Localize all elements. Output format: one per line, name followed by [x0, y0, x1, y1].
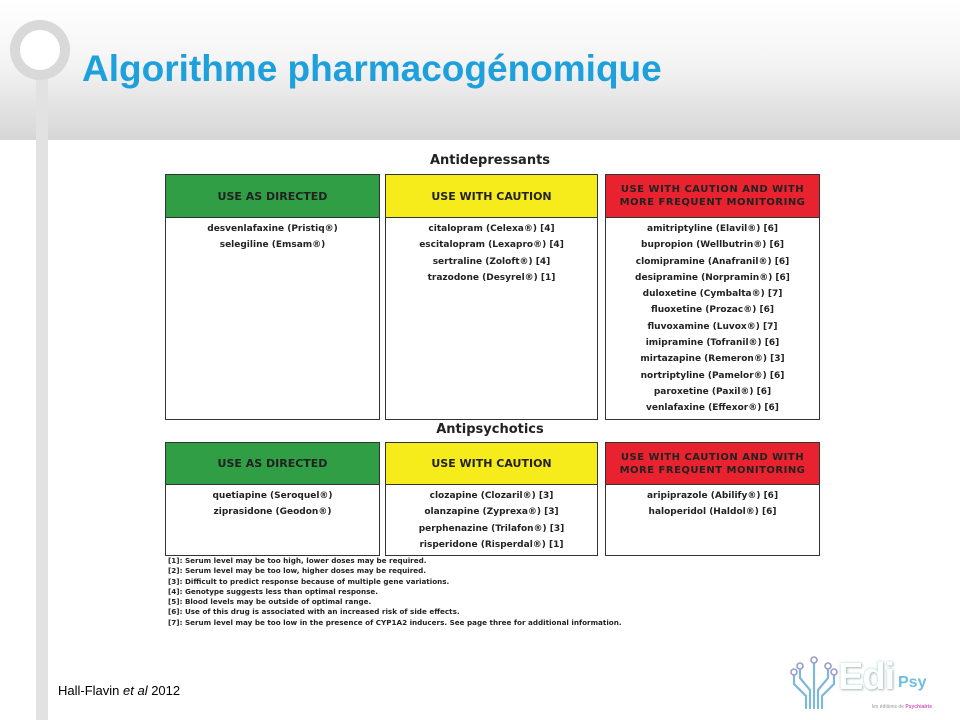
citation-year: 2012: [147, 683, 181, 698]
list-item: venlafaxine (Effexor®) [6]: [646, 403, 779, 414]
left-decorative-bar: [36, 60, 48, 720]
list-item: trazodone (Desyrel®) [1]: [427, 272, 556, 283]
logo-tagline: [872, 704, 932, 710]
antidepressants-caution-header: USE WITH CAUTION: [386, 175, 597, 218]
list-item: desvenlafaxine (Pristiq®): [207, 224, 338, 234]
list-item: ziprasidone (Geodon®): [213, 507, 332, 518]
antipsychotics-monitoring-header: USE WITH CAUTION AND WITH MORE FREQUENT MONITORING: [606, 443, 819, 485]
list-item: risperidone (Risperdal®) [1]: [419, 539, 564, 550]
list-item: desipramine (Norpramin®) [6]: [635, 272, 790, 283]
antidepressants-monitoring-list: [606, 218, 819, 417]
footnote: [4]: Genotype suggests less than optimal response.: [168, 586, 378, 596]
antipsychotics-directed-column: [165, 442, 380, 556]
antipsychotics-caution-list: [386, 485, 597, 553]
pharmacogenomic-figure: [155, 150, 825, 645]
list-item: citalopram (Celexa®) [4]: [428, 224, 555, 234]
logo-sub-text: Psy: [898, 674, 927, 691]
footnote: [5]: Blood levels may be outside of optimal range.: [168, 597, 372, 607]
list-item: amitriptyline (Elavil®) [6]: [647, 224, 778, 234]
footnote: [2]: Serum level may be too low, higher doses may be required.: [168, 566, 427, 576]
list-item: perphenazine (Trilafon®) [3]: [418, 523, 565, 534]
antidepressants-directed-list: [166, 218, 379, 254]
list-item: haloperidol (Haldol®) [6]: [648, 507, 777, 518]
list-item: clomipramine (Anafranil®) [6]: [635, 256, 790, 267]
citation-author: Hall-Flavin: [58, 683, 124, 698]
antipsychotics-caution-header: USE WITH CAUTION: [386, 443, 597, 485]
list-item: imipramine (Tofranil®) [6]: [645, 338, 780, 349]
logo-tagline-prefix: les éditions de: [872, 704, 906, 710]
antipsychotics-title: Antipsychotics: [436, 422, 544, 437]
list-item: paroxetine (Paxil®) [6]: [653, 386, 772, 397]
list-item: mirtazapine (Remeron®) [3]: [640, 354, 785, 365]
antipsychotics-directed-list: [166, 485, 379, 521]
logo-main-text: Edi: [838, 656, 895, 698]
antipsychotics-monitoring-list: [606, 485, 819, 521]
antipsychotics-directed-header: USE AS DIRECTED: [166, 443, 379, 485]
citation-etal: et al: [123, 683, 148, 698]
footnote: [7]: Serum level may be too low in the presence of CYP1A2 inducers. See page three for additional information.: [168, 617, 622, 627]
list-item: fluoxetine (Prozac®) [6]: [651, 305, 774, 316]
antidepressants-caution-list: [386, 218, 597, 286]
antipsychotics-monitoring-column: [605, 442, 820, 556]
footnote: [1]: Serum level may be too high, lower doses may be required.: [168, 556, 427, 565]
list-item: quetiapine (Seroquel®): [212, 491, 333, 501]
list-item: duloxetine (Cymbalta®) [7]: [642, 289, 783, 300]
footnote: [3]: Difficult to predict response because of multiple gene variations.: [168, 576, 450, 586]
list-item: selegiline (Emsam®): [219, 240, 326, 251]
list-item: clozapine (Clozaril®) [3]: [429, 491, 554, 501]
citation: [58, 683, 180, 698]
antidepressants-caution-column: [385, 174, 598, 420]
list-item: escitalopram (Lexapro®) [4]: [419, 240, 564, 251]
list-item: fluvoxamine (Luvox®) [7]: [647, 321, 778, 332]
antidepressants-monitoring-header: USE WITH CAUTION AND WITH MORE FREQUENT MONITORING: [606, 175, 819, 218]
decorative-circle-center: [20, 30, 60, 70]
list-item: aripiprazole (Abilify®) [6]: [646, 491, 779, 501]
footnotes: [168, 556, 808, 628]
list-item: olanzapine (Zyprexa®) [3]: [424, 507, 559, 518]
logo-tagline-highlight: Psychiatrie: [905, 704, 933, 710]
antidepressants-directed-column: [165, 174, 380, 420]
list-item: nortriptyline (Pamelor®) [6]: [640, 370, 785, 381]
antipsychotics-caution-column: [385, 442, 598, 556]
footnote: [6]: Use of this drug is associated with an increased risk of side effects.: [168, 607, 460, 617]
antidepressants-monitoring-column: [605, 174, 820, 420]
circuit-tree-icon: [790, 654, 838, 710]
slide-title: Algorithme pharmacogénomique: [82, 48, 662, 89]
edipsy-logo: [790, 652, 950, 714]
list-item: bupropion (Wellbutrin®) [6]: [641, 240, 784, 251]
antidepressants-directed-header: USE AS DIRECTED: [166, 175, 379, 218]
antidepressants-title: Antidepressants: [429, 153, 551, 168]
list-item: sertraline (Zoloft®) [4]: [432, 256, 551, 267]
